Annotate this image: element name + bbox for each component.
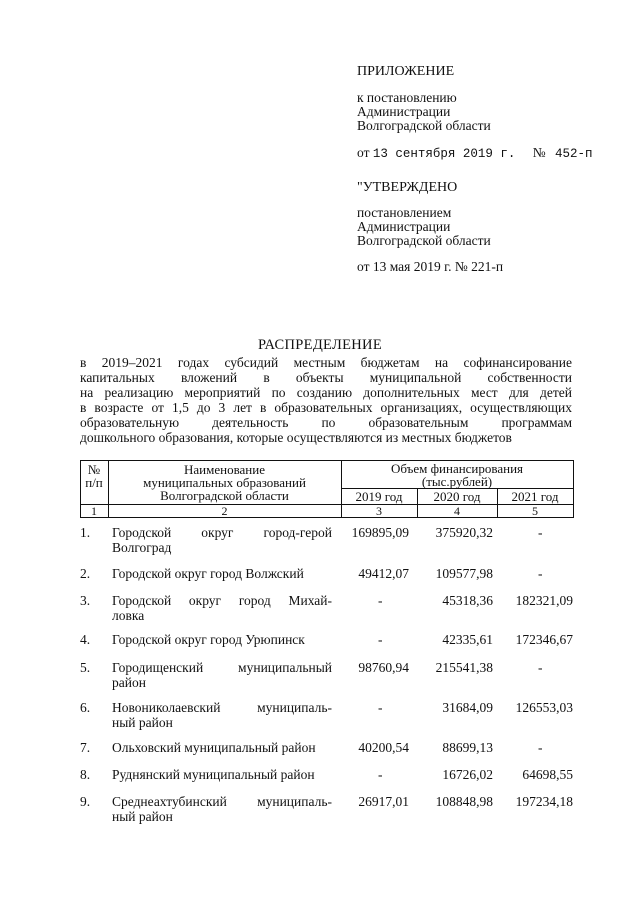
row-value-2020: 16726,02	[442, 767, 493, 782]
row-name	[112, 593, 332, 623]
row-name-line2: ный район	[112, 715, 173, 730]
row-name-line1: Городищенский муниципальный	[112, 660, 332, 675]
document-intro	[80, 355, 572, 445]
row-num: 2.	[80, 566, 91, 581]
row-name-line1: Ольховский муниципальный район	[112, 740, 316, 755]
row-name	[112, 660, 332, 690]
row-value-2020: 108848,98	[435, 794, 493, 809]
row-value-2019: 40200,54	[358, 740, 409, 755]
row-value-2019: 169895,09	[351, 525, 409, 540]
row-value-2019: -	[378, 593, 383, 608]
header-num-line1: №	[87, 462, 101, 477]
row-name-line1: Среднеахтубинский муниципаль-	[112, 794, 332, 809]
column-number: 3	[376, 504, 382, 518]
row-value-2019: -	[378, 632, 383, 647]
intro-line: дошкольного образования, которые осуществляются из местных бюджетов	[80, 430, 512, 445]
column-number: 4	[454, 504, 460, 518]
row-num: 6.	[80, 700, 91, 715]
row-value-2020: 88699,13	[442, 740, 493, 755]
header-2021: 2021 год	[511, 489, 559, 504]
row-value-2020: 215541,38	[435, 660, 493, 675]
intro-line: капитальных вложений в объекты муниципальной собственности	[80, 370, 572, 385]
row-name-line1: Городской округ город Урюпинск	[112, 632, 305, 647]
document-title: РАСПРЕДЕЛЕНИЕ	[258, 337, 382, 353]
row-num: 8.	[80, 767, 91, 782]
row-name-line1: Новониколаевский муниципаль-	[112, 700, 332, 715]
row-value-2021: 182321,09	[515, 593, 573, 608]
appendix-line-2: Администрации	[357, 104, 451, 119]
header-volume	[341, 462, 573, 488]
header-name-line2: муниципальных образований	[143, 475, 306, 490]
row-value-2020: 45318,36	[442, 593, 493, 608]
approved-line-3: Волгоградской области	[357, 233, 491, 248]
row-value-2019: -	[378, 767, 383, 782]
header-2020: 2020 год	[433, 489, 481, 504]
intro-line: образовательную деятельность по образовательным программам	[80, 415, 572, 430]
row-num: 9.	[80, 794, 91, 809]
row-name	[112, 794, 332, 824]
row-name-line2: Волгоград	[112, 540, 172, 555]
intro-line: в 2019–2021 годах субсидий местным бюджетам на софинансирование	[80, 355, 572, 370]
appendix-date-line	[357, 145, 593, 162]
row-name-line1: Руднянский муниципальный район	[112, 767, 315, 782]
row-value-2021: 64698,55	[522, 767, 573, 782]
row-value-2021: -	[538, 660, 543, 675]
approved-title: "УТВЕРЖДЕНО	[357, 180, 458, 195]
appendix-number-sign: №	[532, 145, 546, 160]
row-value-2020: 109577,98	[435, 566, 493, 581]
header-2019: 2019 год	[355, 489, 403, 504]
table-vline	[573, 460, 574, 517]
row-name-line1: Городской округ город-герой	[112, 525, 332, 540]
header-num-line2: п/п	[85, 475, 103, 490]
header-volume-line2: (тыс.рублей)	[421, 474, 493, 489]
row-name-line2: район	[112, 675, 146, 690]
appendix-number-value: 452-п	[555, 147, 593, 161]
appendix-title: ПРИЛОЖЕНИЕ	[357, 64, 455, 79]
row-name	[112, 700, 332, 730]
appendix-date-value: 13 сентября 2019 г.	[372, 147, 516, 161]
row-num: 4.	[80, 632, 91, 647]
row-value-2019: 26917,01	[358, 794, 409, 809]
approved-date: от 13 мая 2019 г. № 221-п	[357, 259, 504, 274]
row-value-2019: 98760,94	[358, 660, 409, 675]
appendix-line-1: к постановлению	[357, 90, 457, 105]
row-num: 7.	[80, 740, 91, 755]
header-name	[108, 463, 341, 502]
intro-line: на реализацию мероприятий по созданию дополнительных мест для детей	[80, 385, 572, 400]
row-num: 5.	[80, 660, 91, 675]
row-name-line1: Городской округ город Михай-	[112, 593, 332, 608]
approved-line-1: постановлением	[357, 205, 452, 220]
row-value-2021: -	[538, 525, 543, 540]
row-value-2021: 126553,03	[515, 700, 573, 715]
row-value-2021: -	[538, 740, 543, 755]
row-num: 1.	[80, 525, 91, 540]
row-num: 3.	[80, 593, 91, 608]
appendix-date-prefix: от	[357, 145, 370, 160]
row-value-2020: 375920,32	[435, 525, 493, 540]
row-value-2021: 197234,18	[515, 794, 573, 809]
row-value-2020: 31684,09	[442, 700, 493, 715]
row-name-line2: ный район	[112, 809, 173, 824]
row-name-line2: ловка	[112, 608, 145, 623]
column-number: 2	[221, 504, 228, 518]
row-value-2021: 172346,67	[515, 632, 573, 647]
column-number: 5	[532, 504, 538, 518]
header-num	[80, 463, 108, 489]
row-value-2021: -	[538, 566, 543, 581]
row-value-2019: 49412,07	[358, 566, 409, 581]
intro-line: в возрасте от 1,5 до 3 лет в образовательных организациях, осуществляющих	[80, 400, 572, 415]
appendix-line-3: Волгоградской области	[357, 118, 491, 133]
row-value-2020: 42335,61	[442, 632, 493, 647]
header-volume-line1: Объем финансирования	[390, 461, 524, 476]
row-name-line1: Городской округ город Волжский	[112, 566, 304, 581]
header-name-line3: Волгоградской области	[160, 488, 289, 503]
row-value-2019: -	[378, 700, 383, 715]
header-name-line1: Наименование	[184, 462, 265, 477]
row-name	[112, 525, 332, 555]
column-number: 1	[91, 504, 97, 518]
approved-line-2: Администрации	[357, 219, 451, 234]
